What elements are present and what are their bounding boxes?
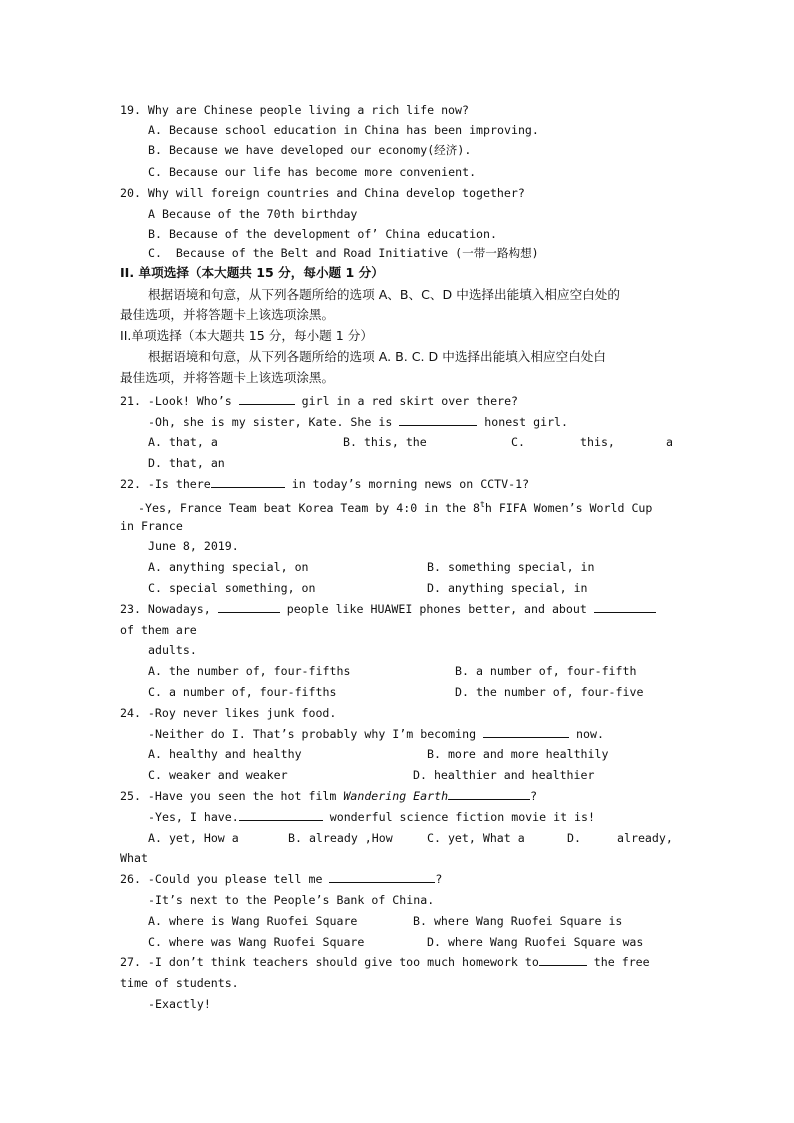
- q25-option-a: A. yet, How a: [148, 831, 239, 845]
- q25-option-d-text: already,: [617, 831, 673, 845]
- q19-option-a: A. Because school education in China has been improving.: [148, 123, 539, 137]
- q21-option-c-text: this,: [580, 435, 615, 449]
- q19-stem: 19. Why are Chinese people living a rich life now?: [120, 103, 470, 117]
- q25-option-d-label: D.: [567, 831, 581, 845]
- q25-option-b: B. already ,How: [288, 831, 393, 845]
- q22-option-a: A. anything special, on: [148, 560, 309, 574]
- section-heading-plain: II.单项选择（本大题共 15 分，每小题 1 分）: [120, 328, 373, 343]
- q23-option-a: A. the number of, four-fifths: [148, 664, 351, 678]
- q19-option-c: C. Because our life has become more convenient.: [148, 165, 477, 179]
- q22-line3: in France: [120, 519, 183, 533]
- q20-stem: 20. Why will foreign countries and China develop together?: [120, 186, 525, 200]
- q20-option-b: B. Because of the development of’ China education.: [148, 227, 498, 241]
- q22-stem: 22. -Is there in today’s morning news on CCTV-1?: [120, 477, 530, 491]
- answer-blank: [594, 601, 656, 613]
- q25-option-d-tail: What: [120, 851, 148, 865]
- q25-line2: -Yes, I have. wonderful science fiction movie it is!: [148, 810, 595, 824]
- answer-blank: [239, 393, 295, 405]
- section-instruction-1a: 根据语境和句意，从下列各题所给的选项 A、B、C、D 中选择出能填入相应空白处的: [148, 287, 620, 302]
- q27-line3: -Exactly!: [148, 997, 211, 1011]
- section-instruction-1b: 最佳选项，并将答题卡上该选项涂黑。: [120, 307, 335, 322]
- q26-option-a: A. where is Wang Ruofei Square: [148, 914, 358, 928]
- answer-blank: [218, 601, 280, 613]
- q24-line2: -Neither do I. That’s probably why I’m becoming now.: [148, 727, 604, 741]
- q24-option-c: C. weaker and weaker: [148, 768, 288, 782]
- q27-stem: 27. -I don’t think teachers should give too much homework to the free: [120, 955, 650, 969]
- q21-option-a: A. that, a: [148, 435, 218, 449]
- answer-blank: [539, 954, 587, 966]
- q23-line2: of them are: [120, 623, 197, 637]
- q22-option-c: C. special something, on: [148, 581, 316, 595]
- answer-blank: [239, 809, 323, 821]
- q23-option-b: B. a number of, four-fifth: [455, 664, 637, 678]
- q22-line2: -Yes, France Team beat Korea Team by 4:0 in the 8$^t$h FIFA Women’s World Cup: [138, 500, 653, 515]
- q24-option-b: B. more and more healthily: [427, 747, 609, 761]
- q22-line4: June 8, 2019.: [148, 539, 239, 553]
- q21-stem: 21. -Look! Who’s girl in a red skirt over there?: [120, 394, 519, 408]
- q24-option-d: D. healthier and healthier: [413, 768, 595, 782]
- q22-option-d: D. anything special, in: [427, 581, 588, 595]
- q26-stem: 26. -Could you please tell me ?: [120, 872, 443, 886]
- q21-line2: -Oh, she is my sister, Kate. She is honest girl.: [148, 415, 569, 429]
- q23-option-c: C. a number of, four-fifths: [148, 685, 337, 699]
- q23-stem: 23. Nowadays, people like HUAWEI phones better, and about: [120, 601, 656, 617]
- q20-option-a: A Because of the 70th birthday: [148, 207, 358, 221]
- q24-stem: 24. -Roy never likes junk food.: [120, 706, 337, 720]
- q26-option-b: B. where Wang Ruofei Square is: [413, 914, 623, 928]
- q20-option-c: C. Because of the Belt and Road Initiative (一带一路构想): [148, 246, 539, 260]
- q27-line2: time of students.: [120, 976, 239, 990]
- answer-blank: [329, 871, 435, 883]
- answer-blank: [399, 414, 477, 426]
- q21-option-c-tail: a: [666, 435, 673, 449]
- q23-line3: adults.: [148, 643, 197, 657]
- q26-option-c: C. where was Wang Ruofei Square: [148, 935, 365, 949]
- section-instruction-2b: 最佳选项，并将答题卡上该选项涂黑。: [120, 370, 335, 385]
- answer-blank: [483, 726, 569, 738]
- q26-option-d: D. where Wang Ruofei Square was: [427, 935, 644, 949]
- q24-option-a: A. healthy and healthy: [148, 747, 302, 761]
- q25-stem: 25. -Have you seen the hot film Wandering Earth ?: [120, 789, 538, 803]
- section-instruction-2a: 根据语境和句意，从下列各题所给的选项 A. B. C. D 中选择出能填入相应空白处白: [148, 349, 606, 364]
- answer-blank: [448, 788, 530, 800]
- section-heading-bold: II. 单项选择（本大题共 15 分，每小题 1 分）: [120, 265, 384, 280]
- q25-option-c: C. yet, What a: [427, 831, 525, 845]
- q21-option-d: D. that, an: [148, 456, 225, 470]
- q21-option-b: B. this, the: [343, 435, 427, 449]
- q21-option-c-label: C.: [511, 435, 525, 449]
- q22-option-b: B. something special, in: [427, 560, 595, 574]
- q23-option-d: D. the number of, four-five: [455, 685, 644, 699]
- q26-line2: -It’s next to the People’s Bank of China.: [148, 893, 435, 907]
- answer-blank: [211, 476, 285, 488]
- q19-option-b: B. Because we have developed our economy(经济).: [148, 143, 472, 157]
